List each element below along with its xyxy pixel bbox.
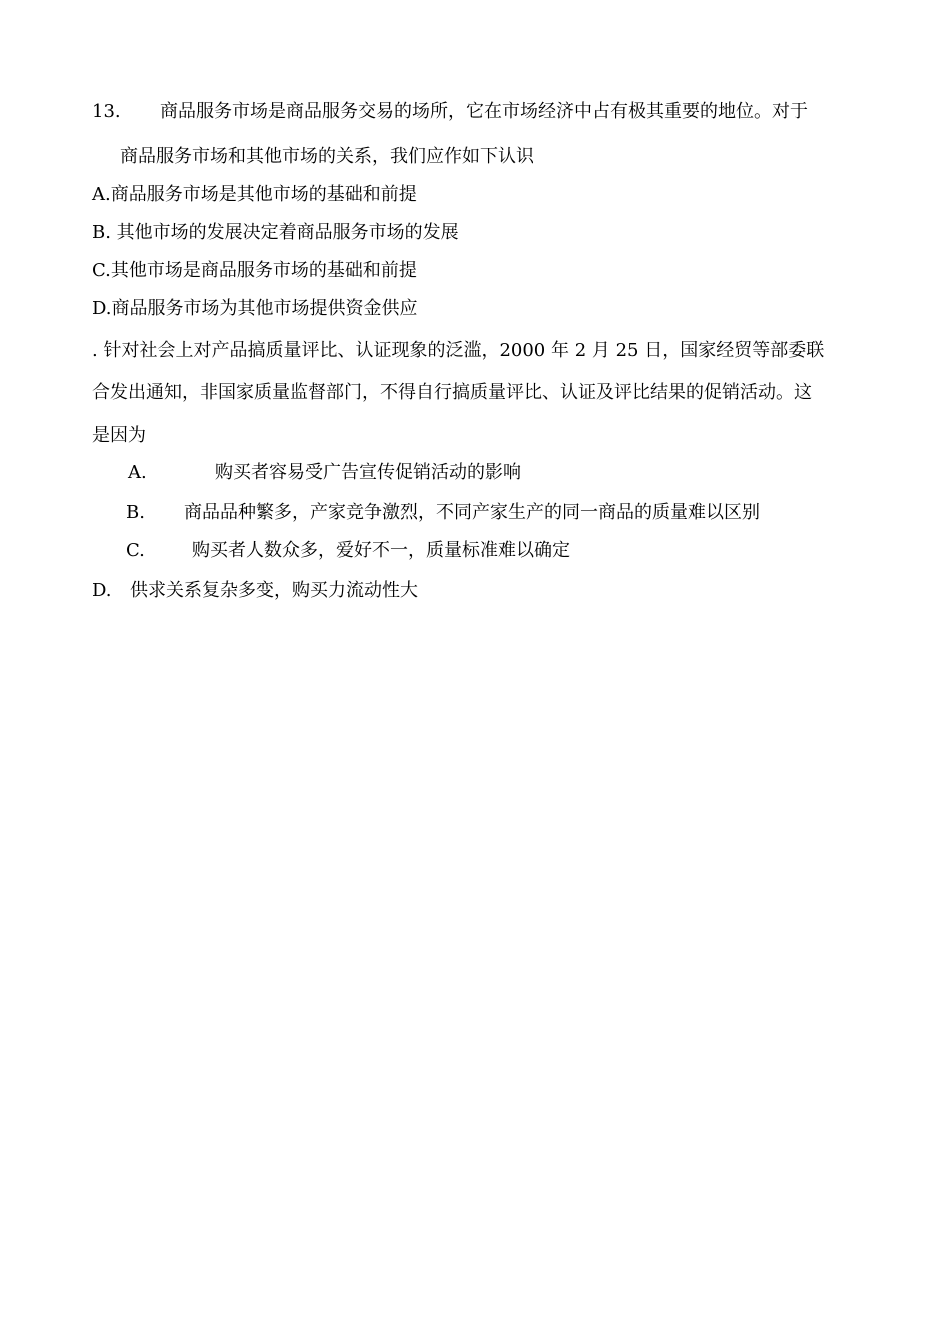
option-d-label: D. (92, 580, 112, 601)
question-stem-line: 商品服务市场是商品服务交易的场所，它在市场经济中占有极其重要的地位。对于 (160, 101, 808, 122)
question-stem-line: 商品服务市场和其他市场的关系，我们应作如下认识 (120, 146, 534, 167)
question-number: 13. (92, 101, 121, 122)
option-c-text: 购买者人数众多，爱好不一，质量标准难以确定 (192, 540, 570, 561)
option-d-text: 供求关系复杂多变，购买力流动性大 (130, 580, 418, 601)
option-a-label: A. (128, 462, 147, 483)
option-d: D.商品服务市场为其他市场提供资金供应 (92, 298, 418, 319)
question-stem-line: . 针对社会上对产品搞质量评比、认证现象的泛滥，2000 年 2 月 25 日，国家经贸等部委联 (92, 340, 825, 361)
question-stem-line: 是因为 (92, 425, 146, 446)
option-b-label: B. (126, 502, 145, 523)
option-a-text: 购买者容易受广告宣传促销活动的影响 (215, 462, 521, 483)
option-c-label: C. (126, 540, 145, 561)
option-b-text: 商品品种繁多，产家竞争激烈，不同产家生产的同一商品的质量难以区别 (184, 502, 760, 523)
option-b: B. 其他市场的发展决定着商品服务市场的发展 (92, 222, 459, 243)
question-stem-line: 合发出通知，非国家质量监督部门，不得自行搞质量评比、认证及评比结果的促销活动。这 (92, 382, 812, 403)
option-a: A.商品服务市场是其他市场的基础和前提 (92, 184, 417, 205)
option-c: C.其他市场是商品服务市场的基础和前提 (92, 260, 417, 281)
